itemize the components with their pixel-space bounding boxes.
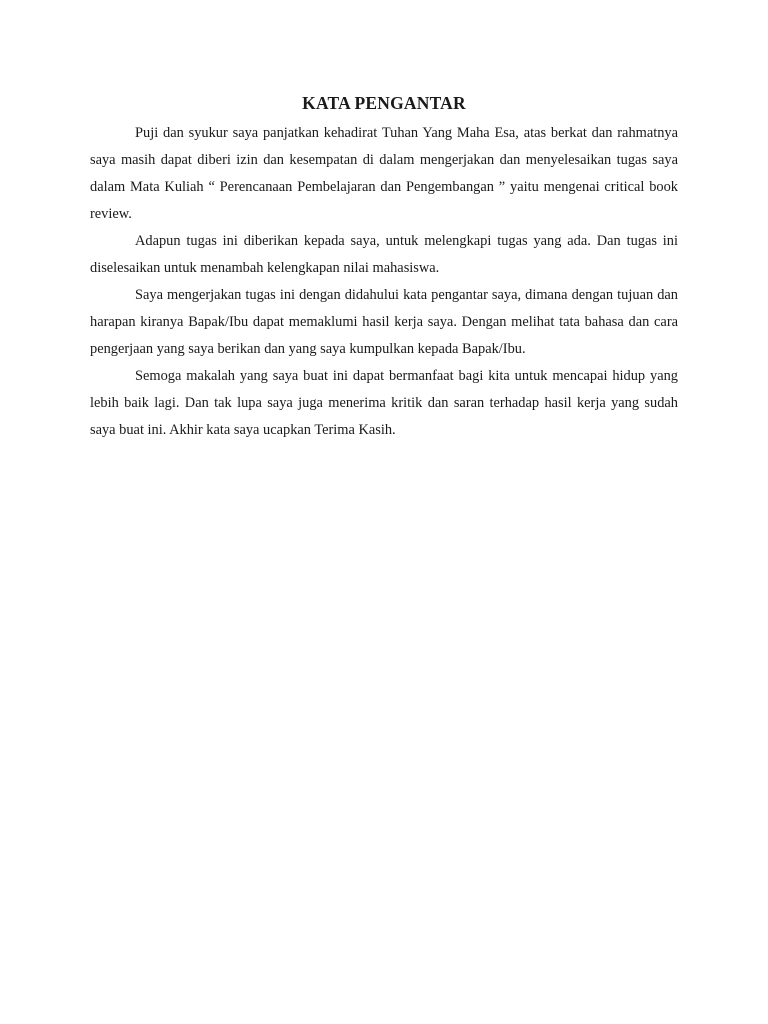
paragraph-3: Saya mengerjakan tugas ini dengan didahului kata pengantar saya, dimana dengan tujuan dan harapan kiranya Bapak/Ibu dapat memaklumi hasil kerja saya. Dengan melihat tata bahasa dan cara pengerjaan yang saya berikan dan yang saya kumpulkan kepada Bapak/Ibu. [90,287,678,357]
paragraph-4: Semoga makalah yang saya buat ini dapat bermanfaat bagi kita untuk mencapai hidup yang lebih baik lagi. Dan tak lupa saya juga menerima kritik dan saran terhadap hasil kerja yang sudah saya buat ini. Akhir kata saya ucapkan Terima Kasih. [90,368,678,438]
page-title: KATA PENGANTAR [302,93,466,113]
paragraph-1: Puji dan syukur saya panjatkan kehadirat Tuhan Yang Maha Esa, atas berkat dan rahmatnya saya masih dapat diberi izin dan kesempatan di dalam mengerjakan dan menyelesaikan tugas saya dalam Mata Kuliah “ Perencanaan Pembelajaran dan Pengembangan ” yaitu mengenai critical book review. [90,125,678,222]
paragraph-2: Adapun tugas ini diberikan kepada saya, untuk melengkapi tugas yang ada. Dan tugas ini diselesaikan untuk menambah kelengkapan nilai mahasiswa. [90,233,678,276]
document-body [90,90,678,444]
